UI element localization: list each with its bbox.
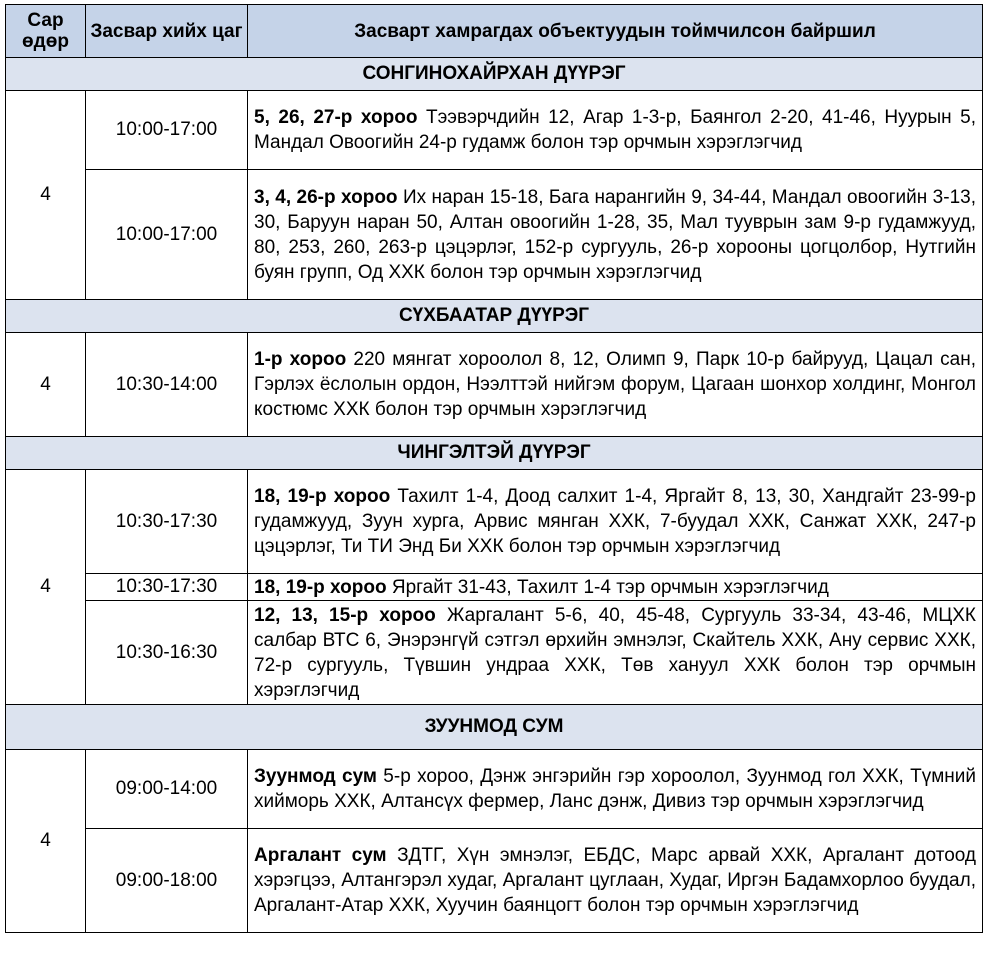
section-title: ЗУУНМОД СУМ: [6, 705, 983, 750]
time-cell: 09:00-14:00: [86, 750, 248, 829]
location-details: 220 мянгат хороолол 8, 12, Олимп 9, Парк 10-р байрууд, Цацал сан, Гэрлэх ёслолын ордон, Нээлттэй нийгэм форум, Цагаан шонхор холдинг, Монгол костюмс ХХК болон тэр орчмын хэрэглэгчид: [254, 349, 977, 420]
location-cell: [248, 333, 983, 437]
location-area: 3, 4, 26-р хороо: [254, 186, 398, 208]
table-row: [6, 91, 983, 170]
time-cell: 10:30-17:30: [86, 574, 248, 601]
table-row: [6, 829, 983, 933]
time-cell: 09:00-18:00: [86, 829, 248, 933]
section-row: [6, 300, 983, 333]
header-row: [6, 5, 983, 58]
day-cell: 4: [6, 91, 86, 300]
table-row: [6, 750, 983, 829]
section-title: СОНГИНОХАЙРХАН ДҮҮРЭГ: [6, 58, 983, 91]
location-details: Их наран 15-18, Бага нарангийн 9, 34-44, Мандал овоогийн 3-13, 30, Баруун наран 50, Алтан овоогийн 1-28, 35, Мал тууврын зам 9-р гудамжууд, 80, 253, 260, 263-р цэцэрлэг, 152-р сургууль, 26-р хорооны цогцолбор, Нутгийн буян групп, Од ХХК болон тэр орчмын хэрэглэгчид: [254, 186, 976, 283]
time-cell: 10:00-17:00: [86, 170, 248, 300]
schedule-document: [5, 4, 982, 933]
location-details: Тээвэрчдийн 12, Агар 1-3-р, Баянгол 2-20, 41-46, Нуурын 5, Мандал Овоогийн 24-р гудамж болон тэр орчмын хэрэглэгчид: [254, 107, 977, 153]
header-month-day: Сар өдөр: [6, 5, 86, 58]
location-cell: [248, 574, 983, 601]
location-details: Яргайт 31-43, Тахилт 1-4 тэр орчмын хэрэглэгчид: [386, 576, 829, 598]
location-cell: [248, 601, 983, 705]
location-details: Жаргалант 5-6, 40, 45-48, Сургууль 33-34, 43-46, МЦХК салбар ВТС 6, Энэрэнгүй сэтгэл өрхийн эмнэлэг, Скайтель ХХК, Ану сервис ХХК, 72-р сургууль, Түвшин ундраа ХХК, Төв хануул ХХК болон тэр орчмын хэрэглэгчид: [254, 604, 976, 701]
time-cell: 10:30-16:30: [86, 601, 248, 705]
location-details: 5-р хороо, Дэнж энгэрийн гэр хороолол, Зуунмод гол ХХК, Түмний хийморь ХХК, Алтансүх фермер, Ланс дэнж, Дивиз тэр орчмын хэрэглэгчид: [254, 766, 976, 812]
location-area: 1-р хороо: [254, 349, 347, 370]
time-cell: 10:30-14:00: [86, 333, 248, 437]
location-cell: [248, 91, 983, 170]
location-details: ЗДТГ, Хүн эмнэлэг, ЕБДС, Марс арвай ХХК, Аргалант дотоод хэрэгцээ, Алтангэрэл худаг, Аргалант цуглаан, Худаг, Иргэн Бадамхорлоо буудал, Аргалант-Атар ХХК, Хуучин баянцогт болон тэр орчмын хэрэглэгчид: [254, 845, 976, 916]
day-cell: 4: [6, 470, 86, 705]
time-cell: 10:30-17:30: [86, 470, 248, 574]
section-row: [6, 437, 983, 470]
location-cell: [248, 470, 983, 574]
section-title: ЧИНГЭЛТЭЙ ДҮҮРЭГ: [6, 437, 983, 470]
header-time: Засвар хийх цаг: [86, 5, 248, 58]
location-cell: [248, 829, 983, 933]
time-cell: 10:00-17:00: [86, 91, 248, 170]
location-details: Тахилт 1-4, Доод салхит 1-4, Яргайт 8, 13, 30, Хандгайт 23-99-р гудамжууд, Зуун хурга, Арвис мянган ХХК, 7-буудал ХХК, Санжат ХХК, 247-р цэцэрлэг, Ти ТИ Энд Би ХХК болон тэр орчмын хэрэглэгчид: [254, 486, 976, 557]
section-title: СҮХБААТАР ДҮҮРЭГ: [6, 300, 983, 333]
location-area: 12, 13, 15-р хороо: [254, 604, 436, 626]
location-area: 18, 19-р хороо: [254, 576, 387, 598]
day-cell: 4: [6, 333, 86, 437]
section-row: [6, 58, 983, 91]
table-row: [6, 333, 983, 437]
location-cell: [248, 170, 983, 300]
outage-schedule-table: [5, 4, 983, 933]
header-location: Засварт хамрагдах объектуудын тоймчилсон байршил: [248, 5, 983, 58]
table-row: [6, 170, 983, 300]
location-area: Зуунмод сум: [254, 766, 377, 787]
location-area: 5, 26, 27-р хороо: [254, 107, 418, 128]
table-row: [6, 601, 983, 705]
location-area: Аргалант сум: [254, 845, 387, 866]
section-row: [6, 705, 983, 750]
location-area: 18, 19-р хороо: [254, 486, 391, 507]
location-cell: [248, 750, 983, 829]
table-row: [6, 470, 983, 574]
day-cell: 4: [6, 750, 86, 933]
table-row: [6, 574, 983, 601]
